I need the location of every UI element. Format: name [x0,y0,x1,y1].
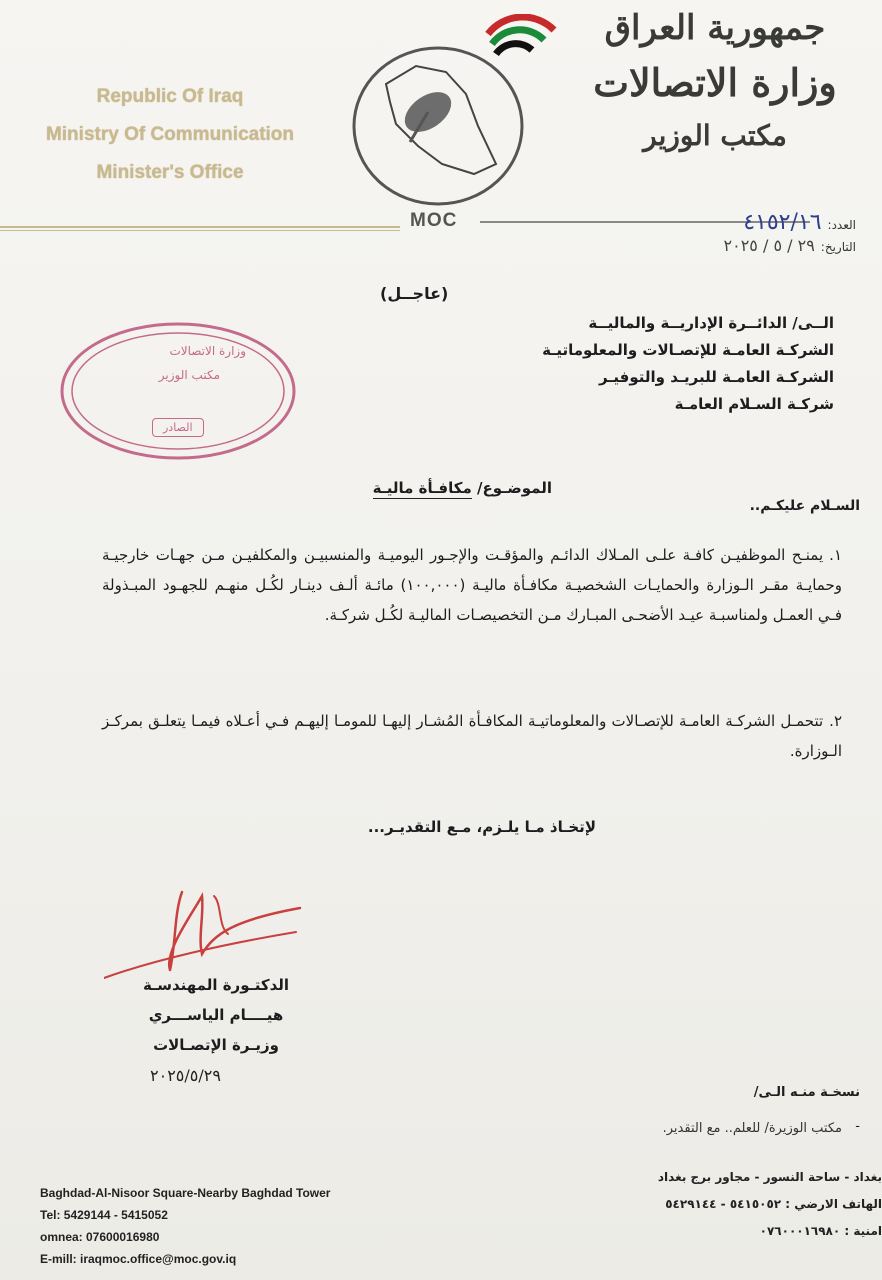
paragraph-number: ٢. [829,712,842,730]
footer-ar-tel: الهاتف الارضي : ٥٤١٥٠٥٢ - ٥٤٢٩١٤٤ [665,1197,882,1211]
paragraph-text: يمنـح الموظفيـن كافـة علـى المـلاك الدائـم والمؤقـت والإجـور اليوميـة والمنسبيـن والمكلفيـن مـن جهـات خارجيـة وحمايـة مقـر الـوزارة والحمايـات الشخصيـة مكافـأة ماليـة (١٠٠,٠٠٠) مائـة ألـف دينـار لكُـل منهـم للجهـود المبـذولة فـي العمـل ولمناسبـة عيـد الأضحـى المبـارك مـن التخصيصـات الماليـة لكُـل شركـة. [102,546,842,624]
en-ministry: Ministry Of Communication [45,124,295,145]
reference-number: ٤١٥٢/١٦ [743,210,822,235]
footer-address: Baghdad-Al-Nisoor Square-Nearby Baghdad Tower [40,1186,331,1200]
stamp-line-1: وزارة الاتصالات [169,344,246,358]
moc-logo-text: MOC [410,210,458,231]
paragraph-1 [102,540,842,630]
footer-email: E-mill: iraqmoc.office@moc.gov.iq [40,1252,237,1266]
footer-tel: Tel: 5429144 - 5415052 [40,1208,168,1222]
english-letterhead [0,78,340,192]
stamp-line-2: مكتب الوزير [158,368,220,382]
office-stamp [58,320,298,462]
copy-to-heading: نسخـة منـه الـى/ [753,1085,860,1100]
reference-date: ٢٩ / ٥ / ٢٠٢٥ [723,236,815,255]
signatory-title: الدكتـورة المهندسـة [142,976,290,994]
copy-to-item: مكتب الوزيرة/ للعلم.. مع التقدير. [662,1121,842,1136]
header-rule-left [0,226,400,231]
reference-block [596,210,856,262]
ar-ministry: وزارة الاتصالات [593,60,837,105]
signatory-block [96,970,336,1060]
arabic-letterhead [570,4,860,158]
copy-to-dash: - [855,1119,860,1134]
ar-republic: جمهورية العراق [604,8,826,48]
paragraph-2 [102,706,842,766]
footer-arabic [582,1164,882,1245]
closing-line: لإتخـاذ مـا يلـزم، مـع التقديـر... [367,818,596,836]
footer-omnea: omnea: 07600016980 [40,1230,160,1244]
signatory-name: هيــــام الياســـري [148,1006,284,1024]
subject-line [373,479,552,497]
subject-value: مكافـأة ماليـة [372,479,472,497]
en-office: Minister's Office [96,162,244,183]
reference-date-label: التاريخ: [820,240,856,254]
recipient-item: الشركـة العامـة للبريـد والتوفيـر [598,368,834,386]
stamp-box: الصادر [152,418,204,437]
handwritten-signature-icon [104,874,304,984]
recipients-list [314,310,834,418]
paragraph-number: ١. [829,546,842,564]
footer-english [40,1182,330,1270]
recipient-item: شركـة السـلام العامـة [674,395,834,413]
reference-number-label: العدد: [827,218,856,232]
greeting: السـلام عليكـم.. [749,498,860,514]
en-republic: Republic Of Iraq [96,86,244,107]
recipient-item: الــى/ الدائــرة الإداريــة والماليــة [588,314,834,332]
signature-date: ٢٠٢٥/٥/٢٩ [150,1066,221,1085]
subject-label: الموضـوع/ [477,479,552,497]
urgency-label: (عاجــل) [380,284,449,303]
footer-ar-omnea: امنية : ٠٧٦٠٠٠١٦٩٨٠ [759,1224,882,1238]
recipient-item: الشركـة العامـة للإتصـالات والمعلوماتيـة [542,341,834,359]
signatory-position: وزيـرة الإتصـالات [153,1036,279,1054]
footer-ar-address: بغداد - ساحة النسور - مجاور برج بغداد [657,1170,882,1184]
paragraph-text: تتحمـل الشركـة العامـة للإتصـالات والمعلوماتيـة المكافـأة المُشـار إليهـا للمومـا إليهـم فـي أعـلاه فيمـا يتعلـق بمركـز الـوزارة. [102,712,842,760]
ministry-emblem-icon [346,14,570,210]
ar-office: مكتب الوزير [643,119,787,152]
